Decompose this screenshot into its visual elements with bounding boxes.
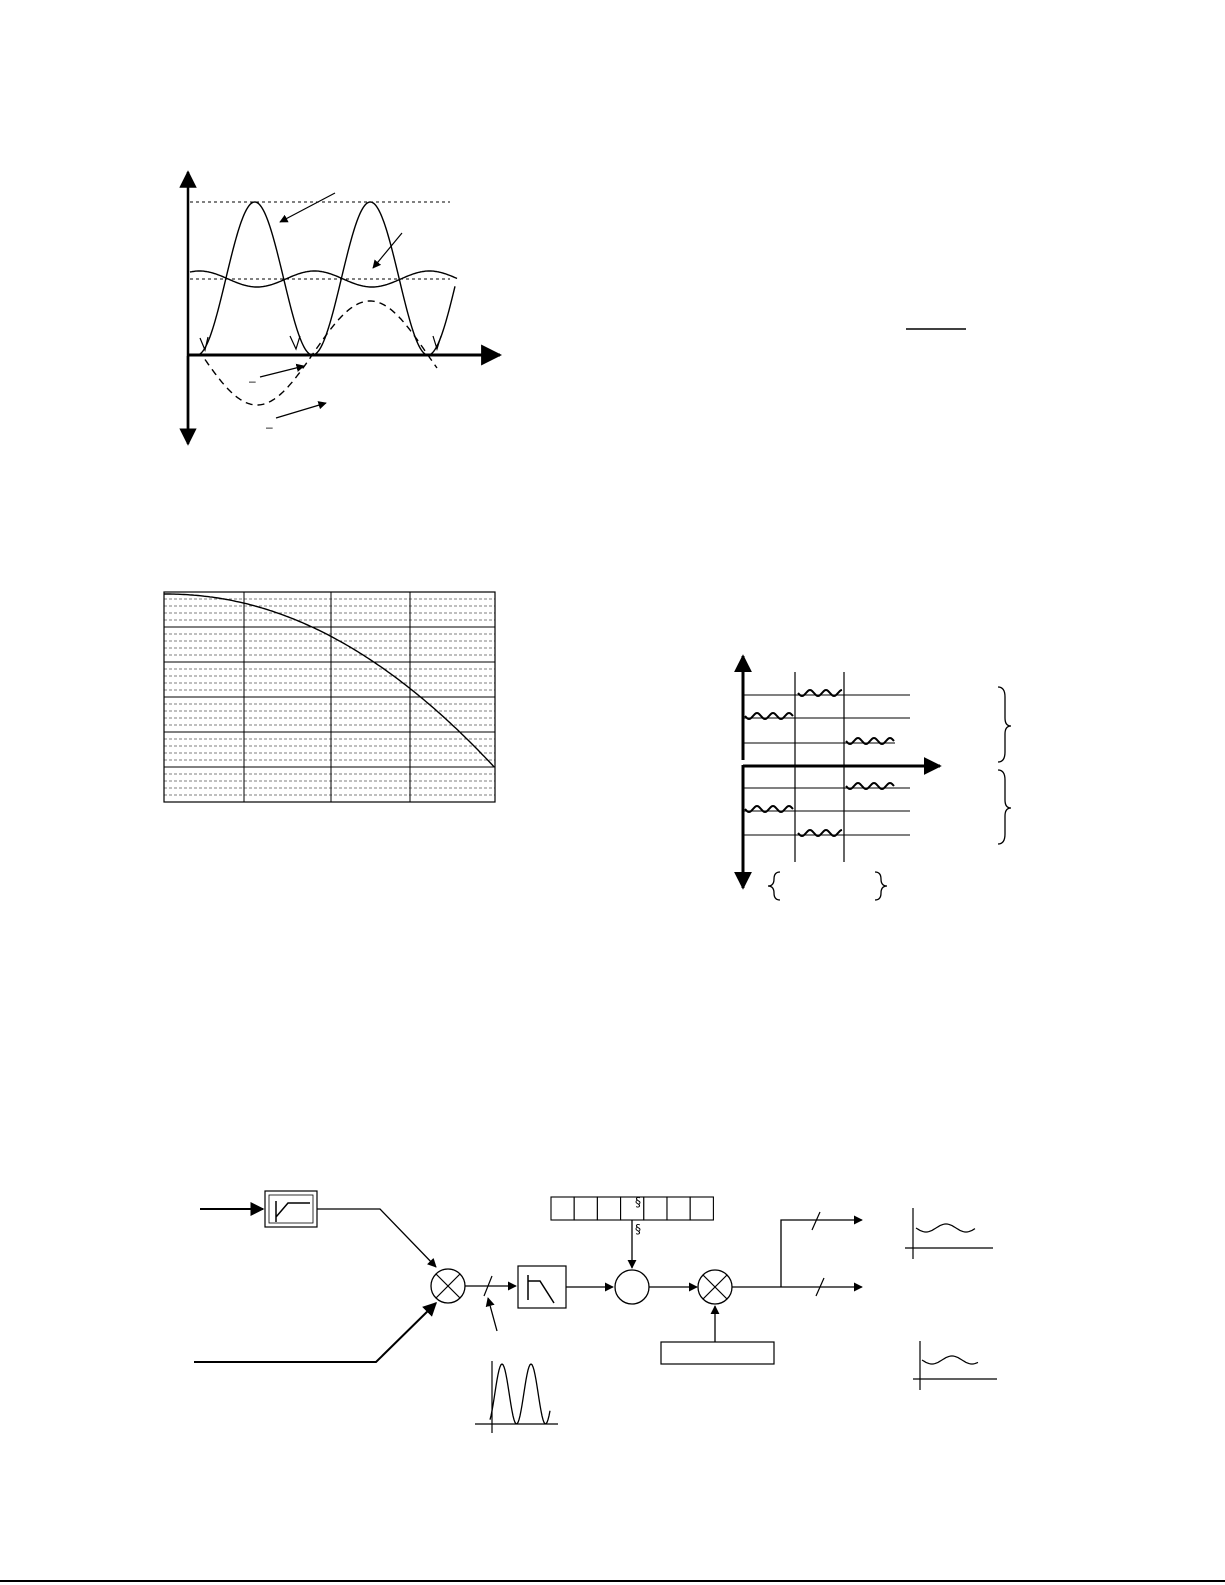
- large-rectified-cosine: [197, 202, 455, 355]
- spectrum-lines: [743, 690, 910, 836]
- register: [551, 1197, 713, 1220]
- lo-input-line: [194, 1303, 436, 1362]
- spectrum-figure: [743, 656, 1011, 900]
- minus-label: –: [266, 420, 273, 434]
- negative-cosine: [205, 301, 437, 405]
- bottom-right-brace: [875, 872, 887, 900]
- lowpass-filter-block: [518, 1266, 566, 1308]
- block-diagram: [194, 1191, 997, 1433]
- spectrum-squiggle: [798, 830, 842, 836]
- break-symbol: §: [635, 1222, 641, 1236]
- highpass-filter-block: [265, 1191, 317, 1227]
- register-cell: [574, 1197, 597, 1220]
- upper-output-line: [781, 1220, 862, 1287]
- register-cell: [690, 1197, 713, 1220]
- minus-label: –: [249, 374, 256, 388]
- lower-brace: [998, 770, 1011, 844]
- curve-foot-arrow: [290, 336, 300, 349]
- pointer-arrow: [488, 1298, 497, 1331]
- graph-figure: [164, 592, 495, 802]
- inset-plot-lower: [913, 1341, 997, 1390]
- curve-foot-arrow: [433, 336, 441, 349]
- waveform-figure: [188, 172, 500, 444]
- register-cell: [667, 1197, 690, 1220]
- curve-foot-arrow: [200, 337, 208, 350]
- register-cell: [551, 1197, 574, 1220]
- callout-arrow: [280, 193, 335, 222]
- upper-brace: [998, 687, 1011, 762]
- register-cell: [597, 1197, 620, 1220]
- mixer-2: [698, 1270, 732, 1304]
- hpf-to-mixer-line: [317, 1209, 436, 1267]
- break-symbol: §: [635, 1195, 641, 1209]
- bus-slash: [812, 1212, 820, 1230]
- graph-grid: [164, 592, 495, 802]
- inset-plot-center: [475, 1361, 558, 1433]
- bottom-left-brace: [768, 872, 780, 900]
- callout-arrow: [276, 403, 326, 418]
- register-cell: [644, 1197, 667, 1220]
- reference-box: [661, 1342, 774, 1364]
- inset-plot-upper: [905, 1208, 993, 1259]
- summing-node: [615, 1270, 649, 1304]
- spectrum-squiggle: [798, 690, 842, 696]
- mixer-1: [431, 1269, 465, 1303]
- callout-arrow: [373, 233, 402, 268]
